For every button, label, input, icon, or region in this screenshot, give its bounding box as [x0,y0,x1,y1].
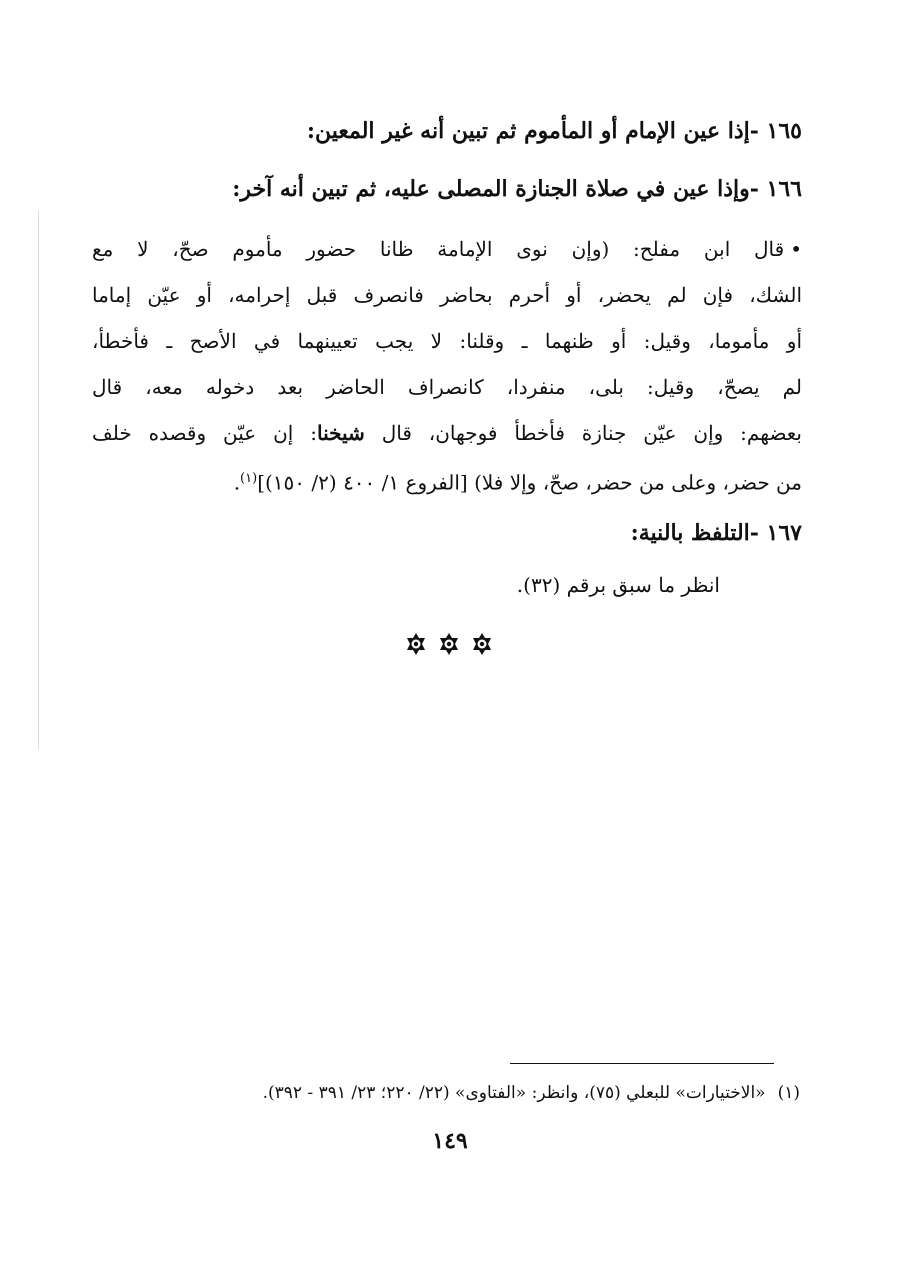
paragraph-line-4: لم يصحّ، وقيل: بلى، منفردا، كانصراف الحاضر بعد دخوله معه، قال [92,375,802,399]
paragraph-line-6 [92,456,802,506]
paragraph-line-6-text: من حضر، وعلى من حضر، صحّ، وإلا فلا) [الفروع ١/ ٤٠٠ (٢/ ١٥٠)] [257,470,802,495]
quote-paragraph [92,226,802,506]
paragraph-line-1 [92,226,802,272]
footnote-separator [510,1063,774,1064]
ornament-star-icon [404,632,428,656]
section-divider-ornaments [404,632,494,658]
ornament-star-icon [437,632,461,656]
page-number: ١٤٩ [432,1128,468,1154]
footnote-text: «الاختيارات» للبعلي (٧٥)، وانظر: «الفتاوى» (٢٢/ ٢٢٠؛ ٢٣/ ٣٩١ - ٣٩٢). [262,1083,766,1103]
footnote [100,1078,800,1108]
paragraph-line-3: أو مأموما، وقيل: أو ظنهما ـ وقلنا: لا يجب تعيينهما في الأصح ـ فأخطأ، [92,329,802,353]
see-also-text: انظر ما سبق برقم (٣٢). [516,573,720,597]
footnote-reference[interactable]: (١) [240,471,258,486]
paragraph-line-5-rest: : إن عيّن وقصده خلف [92,421,317,445]
page-edge-shadow [38,210,39,750]
paragraph-line-2: الشك، فإن لم يحضر، أو أحرم بحاضر فانصرف قبل إحرامه، أو عيّن إماما [92,283,802,307]
bullet-icon: • [790,237,802,261]
paragraph-line-5 [92,410,802,456]
paragraph-line-5-start: بعضهم: وإن عيّن جنازة فأخطأ فوجهان، قال [381,421,802,445]
shaykhuna-bold: شيخنا [316,421,365,445]
paragraph-end-punct: . [233,470,241,495]
heading-167: ١٦٧ -التلفظ بالنية: [630,520,802,546]
paragraph-line-1-text: قال ابن مفلح: (وإن نوى الإمامة ظانا حضور مأموم صحّ، لا مع [92,237,785,261]
heading-166: ١٦٦ -وإذا عين في صلاة الجنازة المصلى عليه، ثم تبين أنه آخر: [232,176,802,202]
heading-165: ١٦٥ -إذا عين الإمام أو المأموم ثم تبين أنه غير المعين: [306,118,802,144]
ornament-star-icon [470,632,494,656]
footnote-number: (١) [777,1083,800,1103]
